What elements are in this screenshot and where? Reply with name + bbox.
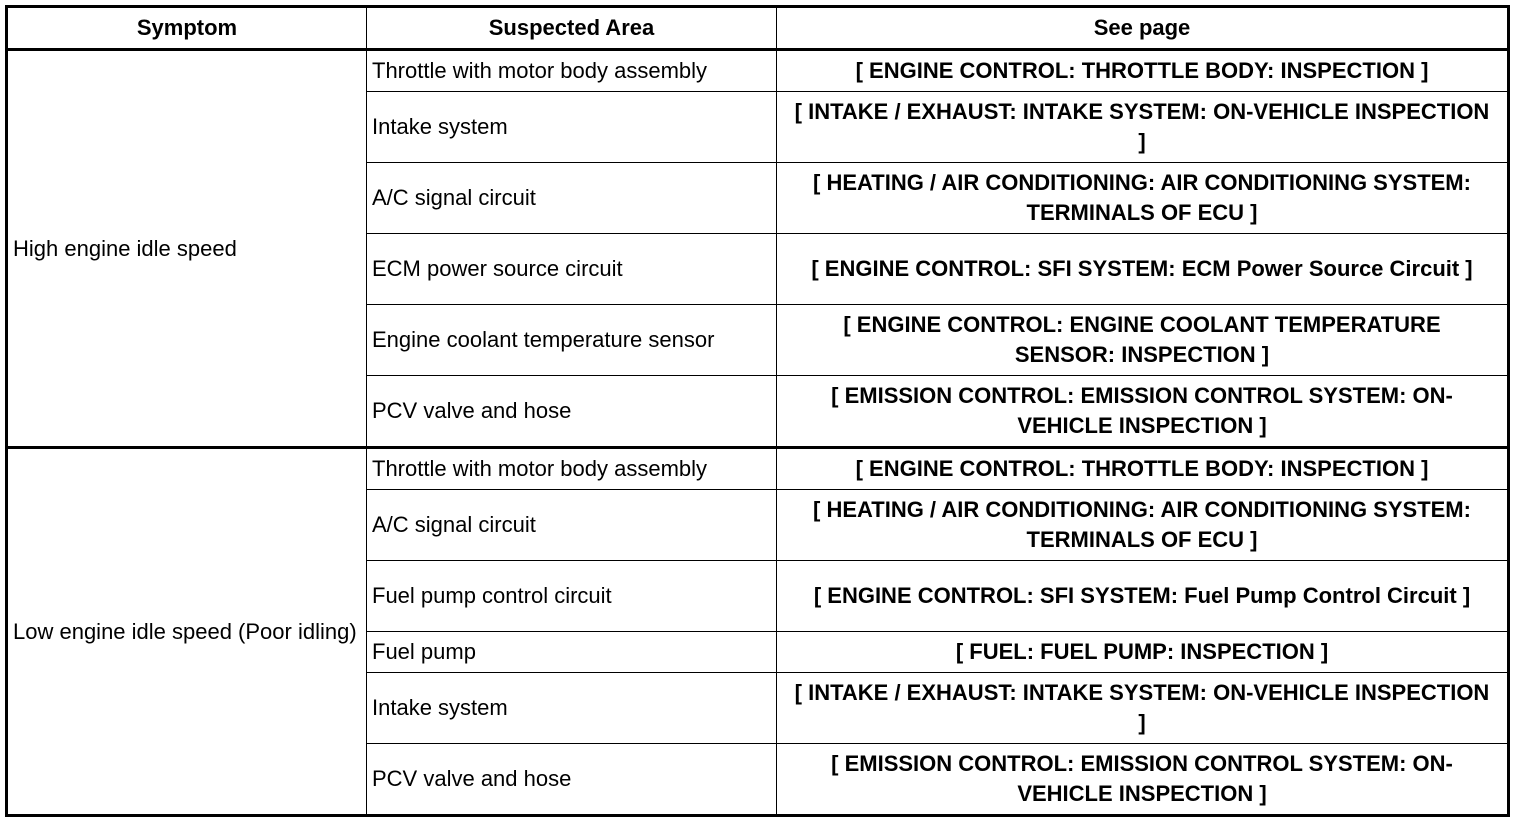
header-suspected-area: Suspected Area (367, 7, 777, 50)
see-page-link[interactable]: [ INTAKE / EXHAUST: INTAKE SYSTEM: ON-VEHICLE INSPECTION ] (777, 673, 1509, 744)
symptom-cell: High engine idle speed (7, 50, 367, 448)
table-row (7, 448, 1509, 490)
suspected-area-cell: Throttle with motor body assembly (367, 50, 777, 92)
suspected-area-cell: ECM power source circuit (367, 234, 777, 305)
suspected-area-cell: A/C signal circuit (367, 163, 777, 234)
see-page-link[interactable]: [ HEATING / AIR CONDITIONING: AIR CONDITIONING SYSTEM: TERMINALS OF ECU ] (777, 163, 1509, 234)
see-page-link[interactable]: [ ENGINE CONTROL: SFI SYSTEM: Fuel Pump Control Circuit ] (777, 561, 1509, 632)
suspected-area-cell: Fuel pump (367, 632, 777, 673)
suspected-area-cell: A/C signal circuit (367, 490, 777, 561)
see-page-link[interactable]: [ EMISSION CONTROL: EMISSION CONTROL SYSTEM: ON-VEHICLE INSPECTION ] (777, 744, 1509, 816)
suspected-area-cell: Intake system (367, 92, 777, 163)
header-see-page: See page (777, 7, 1509, 50)
see-page-link[interactable]: [ INTAKE / EXHAUST: INTAKE SYSTEM: ON-VEHICLE INSPECTION ] (777, 92, 1509, 163)
suspected-area-cell: Throttle with motor body assembly (367, 448, 777, 490)
header-symptom: Symptom (7, 7, 367, 50)
suspected-area-cell: Fuel pump control circuit (367, 561, 777, 632)
troubleshooting-table-wrapper (5, 5, 1510, 817)
see-page-link[interactable]: [ HEATING / AIR CONDITIONING: AIR CONDITIONING SYSTEM: TERMINALS OF ECU ] (777, 490, 1509, 561)
suspected-area-cell: Engine coolant temperature sensor (367, 305, 777, 376)
table-header-row (7, 7, 1509, 50)
see-page-link[interactable]: [ ENGINE CONTROL: SFI SYSTEM: ECM Power Source Circuit ] (777, 234, 1509, 305)
see-page-link[interactable]: [ ENGINE CONTROL: THROTTLE BODY: INSPECTION ] (777, 50, 1509, 92)
see-page-link[interactable]: [ ENGINE CONTROL: ENGINE COOLANT TEMPERATURE SENSOR: INSPECTION ] (777, 305, 1509, 376)
table-row (7, 50, 1509, 92)
see-page-link[interactable]: [ EMISSION CONTROL: EMISSION CONTROL SYSTEM: ON-VEHICLE INSPECTION ] (777, 376, 1509, 448)
suspected-area-cell: PCV valve and hose (367, 744, 777, 816)
troubleshooting-table (5, 5, 1510, 817)
symptom-cell: Low engine idle speed (Poor idling) (7, 448, 367, 816)
suspected-area-cell: Intake system (367, 673, 777, 744)
suspected-area-cell: PCV valve and hose (367, 376, 777, 448)
see-page-link[interactable]: [ ENGINE CONTROL: THROTTLE BODY: INSPECTION ] (777, 448, 1509, 490)
see-page-link[interactable]: [ FUEL: FUEL PUMP: INSPECTION ] (777, 632, 1509, 673)
